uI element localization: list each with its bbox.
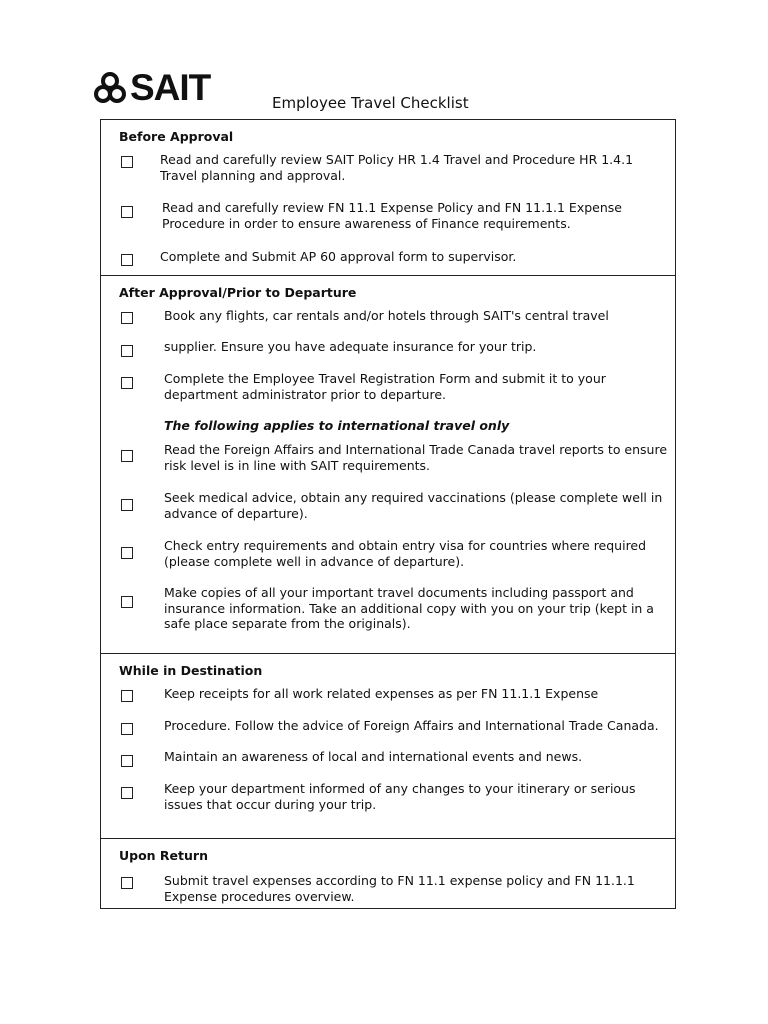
item-text: Complete the Employee Travel Registration Form and submit it to your department administrator prior to departure. — [164, 371, 606, 402]
checkbox[interactable] — [121, 723, 133, 735]
item-text: Book any flights, car rentals and/or hotels through SAIT's central travel — [164, 308, 609, 323]
section-heading: Upon Return — [119, 848, 208, 863]
item-text: Complete and Submit AP 60 approval form to supervisor. — [160, 249, 517, 264]
item-text: Procedure. Follow the advice of Foreign Affairs and International Trade Canada. — [164, 718, 659, 733]
page-title: Employee Travel Checklist — [272, 94, 469, 112]
checkbox[interactable] — [121, 547, 133, 559]
section-heading: While in Destination — [119, 663, 263, 678]
item-text: Check entry requirements and obtain entry visa for countries where required (please complete well in advance of departure). — [164, 538, 647, 569]
section-heading: Before Approval — [119, 129, 234, 144]
checkbox[interactable] — [121, 787, 133, 799]
travel-checklist — [100, 119, 676, 909]
item-text: supplier. Ensure you have adequate insurance for your trip. — [164, 339, 537, 354]
checkbox[interactable] — [121, 877, 133, 889]
checkbox[interactable] — [121, 499, 133, 511]
checkbox[interactable] — [121, 690, 133, 702]
logo-text: SAIT — [130, 67, 211, 108]
checkbox[interactable] — [121, 206, 133, 218]
item-text: Make copies of all your important travel documents including passport and insurance information. Take an additional copy with you on your trip (kept in a safe place separate from the originals). — [164, 585, 654, 631]
checkbox[interactable] — [121, 156, 133, 168]
checkbox[interactable] — [121, 312, 133, 324]
checkbox[interactable] — [121, 596, 133, 608]
checkbox[interactable] — [121, 377, 133, 389]
section-upon-return — [101, 838, 675, 909]
sait-emblem-icon — [94, 70, 126, 106]
item-text: Seek medical advice, obtain any required vaccinations (please complete well in advance of departure). — [164, 490, 663, 521]
item-text: Read the Foreign Affairs and International Trade Canada travel reports to ensure risk level is in line with SAIT requirements. — [164, 442, 668, 473]
international-travel-note: The following applies to international travel only — [164, 418, 510, 433]
item-text: Read and carefully review FN 11.1 Expense Policy and FN 11.1.1 Expense Procedure in order to ensure awareness of Finance requirements. — [162, 200, 622, 231]
sait-logo — [94, 67, 211, 108]
section-after-approval — [101, 275, 675, 654]
item-text: Keep receipts for all work related expenses as per FN 11.1.1 Expense — [164, 686, 599, 701]
section-before-approval — [101, 120, 675, 275]
item-text: Read and carefully review SAIT Policy HR 1.4 Travel and Procedure HR 1.4.1 Travel planning and approval. — [160, 152, 634, 183]
checkbox[interactable] — [121, 450, 133, 462]
section-while-in-destination — [101, 653, 675, 839]
checkbox[interactable] — [121, 755, 133, 767]
section-heading: After Approval/Prior to Departure — [119, 285, 357, 300]
item-text: Submit travel expenses according to FN 11.1 expense policy and FN 11.1.1 Expense procedures overview. — [164, 873, 635, 904]
item-text: Keep your department informed of any changes to your itinerary or serious issues that occur during your trip. — [164, 781, 636, 812]
checkbox[interactable] — [121, 345, 133, 357]
checkbox[interactable] — [121, 254, 133, 266]
item-text: Maintain an awareness of local and international events and news. — [164, 749, 583, 764]
